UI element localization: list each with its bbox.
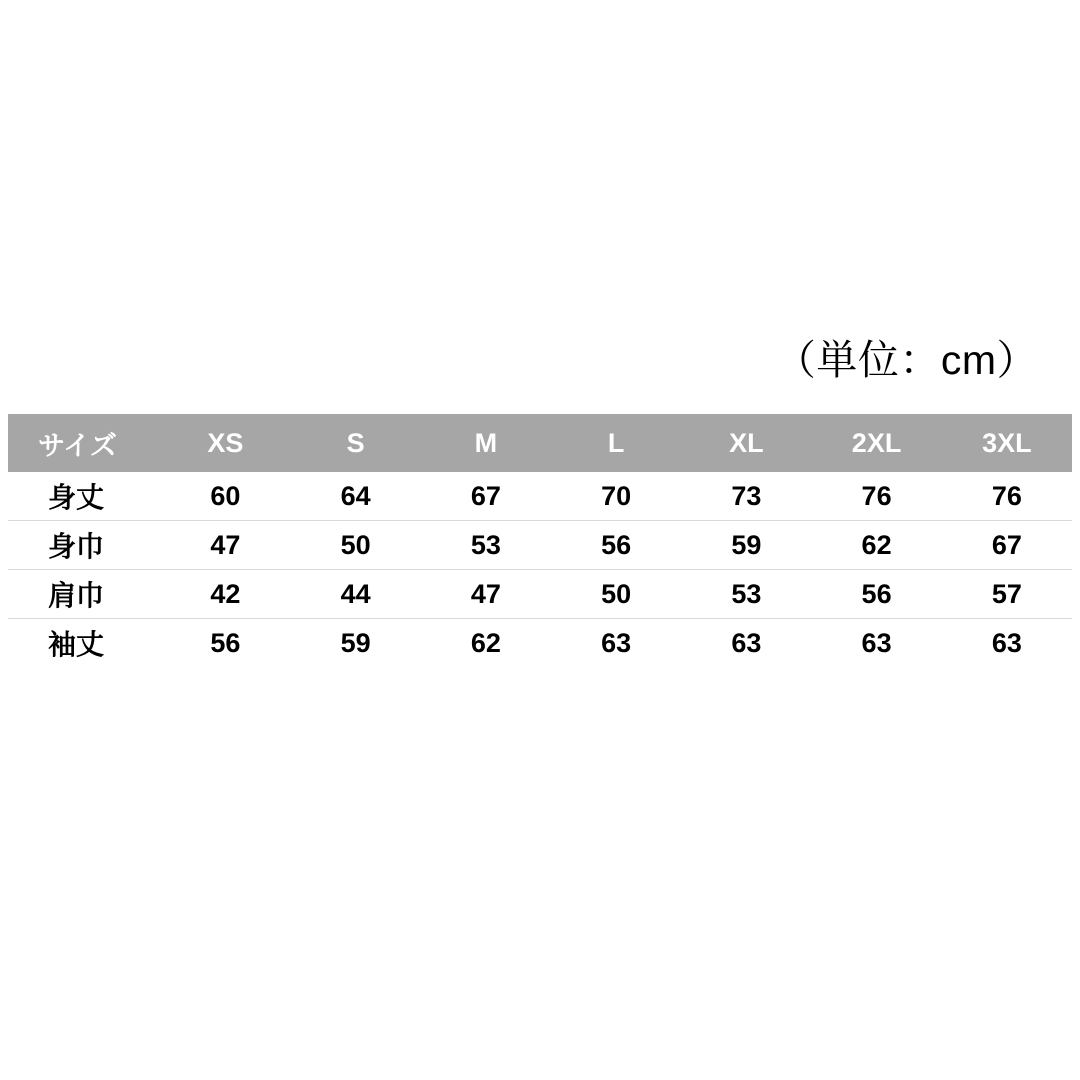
table-row <box>8 472 1072 521</box>
cell-shoulder-width-s: 44 <box>291 570 421 619</box>
cell-shoulder-width-2xl: 56 <box>811 570 941 619</box>
header-size-m: M <box>421 414 551 472</box>
size-table <box>8 414 1072 669</box>
cell-body-length-xs: 60 <box>160 472 290 521</box>
cell-shoulder-width-xs: 42 <box>160 570 290 619</box>
unit-note: （単位：cm） <box>774 337 1038 383</box>
row-label-sleeve-length: 袖丈 <box>8 619 160 670</box>
table-row <box>8 570 1072 619</box>
cell-shoulder-width-l: 50 <box>551 570 681 619</box>
cell-body-width-2xl: 62 <box>811 521 941 570</box>
row-label-body-width: 身巾 <box>8 521 160 570</box>
header-size-l: L <box>551 414 681 472</box>
cell-body-length-2xl: 76 <box>811 472 941 521</box>
header-size-s: S <box>291 414 421 472</box>
cell-body-width-m: 53 <box>421 521 551 570</box>
cell-body-length-3xl: 76 <box>942 472 1072 521</box>
cell-body-length-s: 64 <box>291 472 421 521</box>
cell-sleeve-length-xl: 63 <box>681 619 811 670</box>
header-size-3xl: 3XL <box>942 414 1072 472</box>
cell-body-length-m: 67 <box>421 472 551 521</box>
table-bottom-padding <box>8 669 1072 683</box>
cell-body-length-l: 70 <box>551 472 681 521</box>
size-table-header <box>8 414 1072 472</box>
header-size-xl: XL <box>681 414 811 472</box>
cell-body-width-xs: 47 <box>160 521 290 570</box>
cell-sleeve-length-2xl: 63 <box>811 619 941 670</box>
cell-sleeve-length-s: 59 <box>291 619 421 670</box>
table-row <box>8 521 1072 570</box>
cell-sleeve-length-l: 63 <box>551 619 681 670</box>
cell-body-width-xl: 59 <box>681 521 811 570</box>
cell-sleeve-length-xs: 56 <box>160 619 290 670</box>
cell-sleeve-length-3xl: 63 <box>942 619 1072 670</box>
cell-sleeve-length-m: 62 <box>421 619 551 670</box>
cell-shoulder-width-3xl: 57 <box>942 570 1072 619</box>
size-table-body <box>8 472 1072 669</box>
row-label-shoulder-width: 肩巾 <box>8 570 160 619</box>
cell-body-width-s: 50 <box>291 521 421 570</box>
table-header-row <box>8 414 1072 472</box>
cell-body-length-xl: 73 <box>681 472 811 521</box>
cell-shoulder-width-xl: 53 <box>681 570 811 619</box>
cell-shoulder-width-m: 47 <box>421 570 551 619</box>
table-row <box>8 619 1072 670</box>
header-row-label: サイズ <box>8 414 160 472</box>
row-label-body-length: 身丈 <box>8 472 160 521</box>
header-size-2xl: 2XL <box>811 414 941 472</box>
cell-body-width-l: 56 <box>551 521 681 570</box>
cell-body-width-3xl: 67 <box>942 521 1072 570</box>
header-size-xs: XS <box>160 414 290 472</box>
size-table-container <box>8 414 1072 683</box>
